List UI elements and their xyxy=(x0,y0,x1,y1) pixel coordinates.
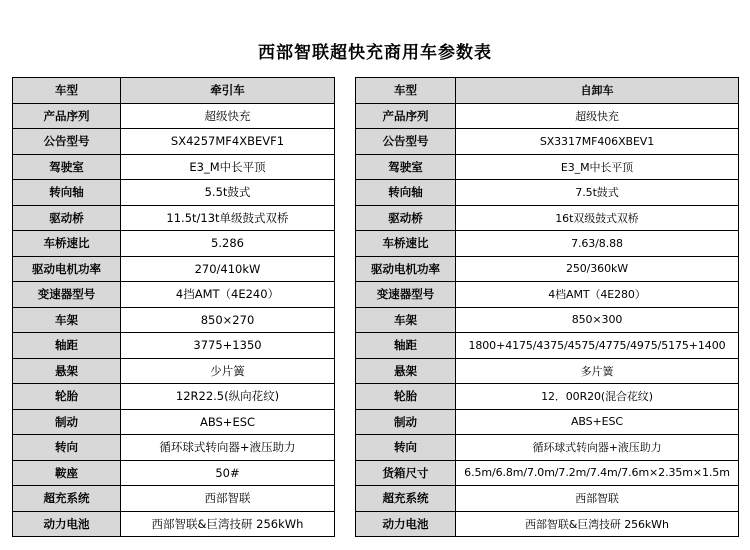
row-value: 超级快充 xyxy=(456,103,739,129)
row-label: 转向轴 xyxy=(13,180,121,206)
table-row xyxy=(13,78,335,104)
table-row xyxy=(13,435,335,461)
table-row xyxy=(356,154,739,180)
row-value: 11.5t/13t单级鼓式双桥 xyxy=(121,205,335,231)
row-label: 动力电池 xyxy=(356,511,456,537)
table-row xyxy=(13,154,335,180)
row-value: 西部智联&巨湾技研 256kWh xyxy=(121,511,335,537)
row-label: 货箱尺寸 xyxy=(356,460,456,486)
table-row xyxy=(13,384,335,410)
table-row xyxy=(356,435,739,461)
row-label: 车架 xyxy=(13,307,121,333)
row-value: 250/360kW xyxy=(456,256,739,282)
row-value: 4挡AMT（4E240） xyxy=(121,282,335,308)
row-label: 驱动电机功率 xyxy=(356,256,456,282)
row-value: 1800+4175/4375/4575/4775/4975/5175+1400 xyxy=(456,333,739,359)
row-label: 悬架 xyxy=(13,358,121,384)
row-label: 轮胎 xyxy=(356,384,456,410)
row-label: 车型 xyxy=(356,78,456,104)
table-row xyxy=(356,103,739,129)
table-row xyxy=(13,409,335,435)
row-label: 驱动桥 xyxy=(356,205,456,231)
table-row xyxy=(356,486,739,512)
row-value: ABS+ESC xyxy=(121,409,335,435)
row-value: 5.286 xyxy=(121,231,335,257)
row-value: E3_M中长平顶 xyxy=(456,154,739,180)
row-label: 轴距 xyxy=(356,333,456,359)
table-row xyxy=(13,358,335,384)
tractor-spec-table xyxy=(12,77,335,537)
table-row xyxy=(13,205,335,231)
row-label: 车架 xyxy=(356,307,456,333)
table-row xyxy=(356,358,739,384)
row-value: E3_M中长平顶 xyxy=(121,154,335,180)
row-value: 270/410kW xyxy=(121,256,335,282)
row-label: 驱动桥 xyxy=(13,205,121,231)
row-value: 16t双级鼓式双桥 xyxy=(456,205,739,231)
row-value: SX3317MF406XBEV1 xyxy=(456,129,739,155)
row-value: 多片簧 xyxy=(456,358,739,384)
row-label: 驾驶室 xyxy=(13,154,121,180)
row-value: 850×300 xyxy=(456,307,739,333)
row-value: 5.5t鼓式 xyxy=(121,180,335,206)
table-row xyxy=(13,180,335,206)
row-value: 6.5m/6.8m/7.0m/7.2m/7.4m/7.6m×2.35m×1.5m xyxy=(456,460,739,486)
row-value: 7.63/8.88 xyxy=(456,231,739,257)
table-row xyxy=(356,409,739,435)
row-label: 产品序列 xyxy=(13,103,121,129)
row-value: 自卸车 xyxy=(456,78,739,104)
table-row xyxy=(356,333,739,359)
row-value: 7.5t鼓式 xyxy=(456,180,739,206)
table-row xyxy=(356,256,739,282)
row-label: 驾驶室 xyxy=(356,154,456,180)
row-value: 4档AMT（4E280） xyxy=(456,282,739,308)
table-row xyxy=(356,307,739,333)
table-row xyxy=(356,78,739,104)
table-row xyxy=(13,231,335,257)
table-row xyxy=(356,460,739,486)
row-value: 50# xyxy=(121,460,335,486)
row-label: 轴距 xyxy=(13,333,121,359)
row-value: 循环球式转向器+液压助力 xyxy=(456,435,739,461)
row-value: 12．00R20(混合花纹) xyxy=(456,384,739,410)
row-value: 少片簧 xyxy=(121,358,335,384)
row-label: 驱动电机功率 xyxy=(13,256,121,282)
row-value: 西部智联 xyxy=(121,486,335,512)
table-row xyxy=(356,282,739,308)
row-label: 轮胎 xyxy=(13,384,121,410)
row-label: 产品序列 xyxy=(356,103,456,129)
row-value: 西部智联 xyxy=(456,486,739,512)
table-row xyxy=(13,511,335,537)
row-value: ABS+ESC xyxy=(456,409,739,435)
row-label: 公告型号 xyxy=(13,129,121,155)
row-value: 牵引车 xyxy=(121,78,335,104)
table-row xyxy=(356,384,739,410)
row-label: 超充系统 xyxy=(356,486,456,512)
row-label: 车型 xyxy=(13,78,121,104)
table-row xyxy=(13,307,335,333)
row-label: 变速器型号 xyxy=(356,282,456,308)
row-label: 制动 xyxy=(13,409,121,435)
row-label: 车桥速比 xyxy=(356,231,456,257)
row-label: 公告型号 xyxy=(356,129,456,155)
page-title: 西部智联超快充商用车参数表 xyxy=(258,43,492,63)
table-row xyxy=(356,205,739,231)
row-label: 车桥速比 xyxy=(13,231,121,257)
table-row xyxy=(356,129,739,155)
row-label: 制动 xyxy=(356,409,456,435)
table-row xyxy=(13,486,335,512)
table-row xyxy=(13,103,335,129)
table-row xyxy=(356,231,739,257)
table-row xyxy=(13,282,335,308)
row-value: 超级快充 xyxy=(121,103,335,129)
table-row xyxy=(13,256,335,282)
table-row xyxy=(13,129,335,155)
row-label: 变速器型号 xyxy=(13,282,121,308)
row-label: 转向 xyxy=(13,435,121,461)
dump-truck-spec-table xyxy=(355,77,739,537)
table-row xyxy=(356,511,739,537)
row-label: 超充系统 xyxy=(13,486,121,512)
table-row xyxy=(13,333,335,359)
table-row xyxy=(356,180,739,206)
row-label: 转向 xyxy=(356,435,456,461)
row-value: 西部智联&巨湾技研 256kWh xyxy=(456,511,739,537)
row-value: 850×270 xyxy=(121,307,335,333)
row-value: 12R22.5(纵向花纹) xyxy=(121,384,335,410)
row-label: 动力电池 xyxy=(13,511,121,537)
row-label: 鞍座 xyxy=(13,460,121,486)
row-label: 转向轴 xyxy=(356,180,456,206)
row-value: SX4257MF4XBEVF1 xyxy=(121,129,335,155)
row-value: 循环球式转向器+液压助力 xyxy=(121,435,335,461)
table-row xyxy=(13,460,335,486)
row-label: 悬架 xyxy=(356,358,456,384)
row-value: 3775+1350 xyxy=(121,333,335,359)
